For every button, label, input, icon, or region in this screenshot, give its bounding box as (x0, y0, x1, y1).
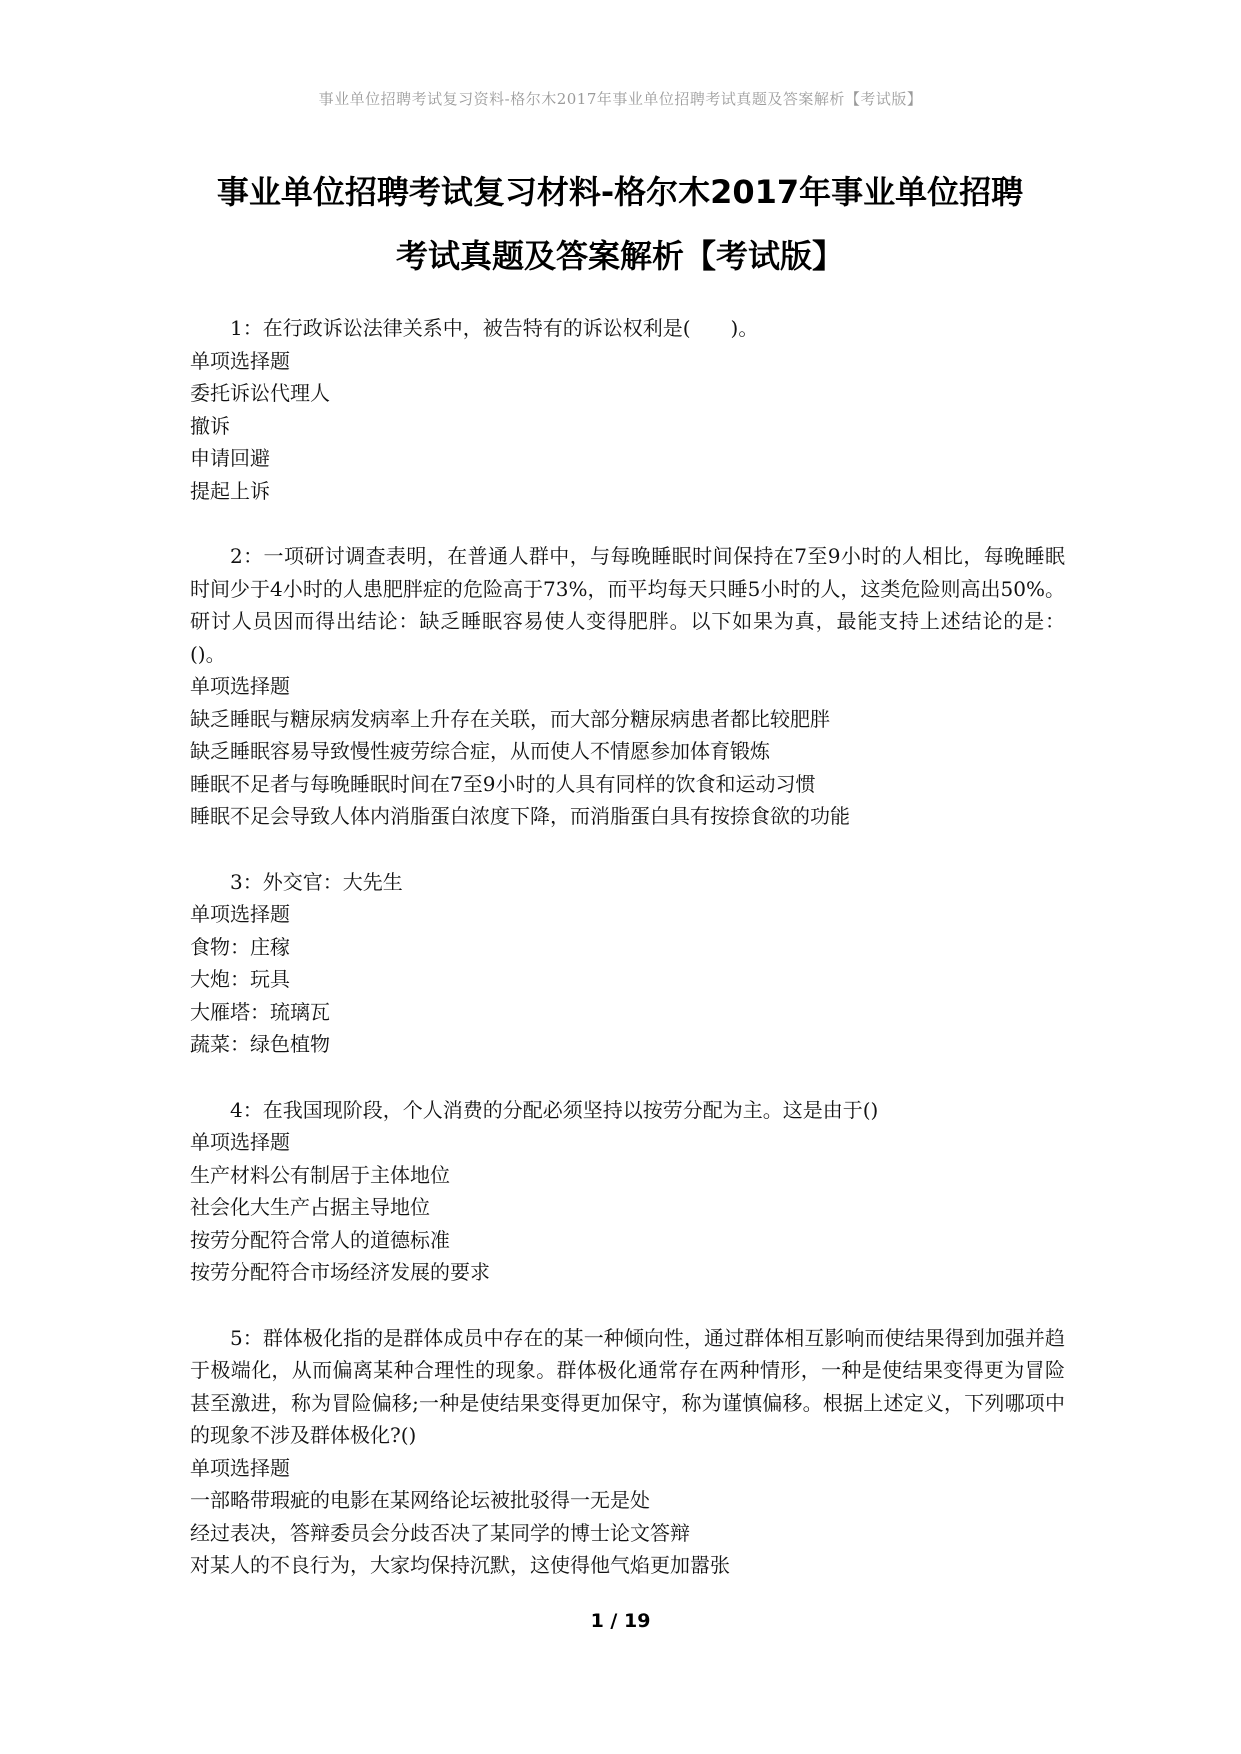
option-a: 一部略带瑕疵的电影在某网络论坛被批驳得一无是处 (190, 1488, 650, 1512)
option-d: 提起上诉 (190, 478, 270, 503)
option-d: 按劳分配符合市场经济发展的要求 (190, 1260, 490, 1284)
page-indicator: 1 / 19 (590, 1610, 651, 1632)
question-5 (190, 1322, 1065, 1582)
option-b: 经过表决，答辩委员会分歧否决了某同学的博士论文答辩 (190, 1520, 690, 1545)
option-d: 蔬菜：绿色植物 (190, 1032, 330, 1056)
option-c: 申请回避 (190, 446, 270, 470)
question-stem: 4：在我国现阶段，个人消费的分配必须坚持以按劳分配为主。这是由于() (230, 1097, 879, 1122)
option-c: 睡眠不足者与每晚睡眠时间在7至9小时的人具有同样的饮食和运动习惯 (190, 771, 816, 796)
option-b: 缺乏睡眠容易导致慢性疲劳综合症，从而使人不情愿参加体育锻炼 (190, 739, 770, 763)
title-line-1: 事业单位招聘考试复习材料-格尔木2017年事业单位招聘 (216, 173, 1024, 211)
option-a: 缺乏睡眠与糖尿病发病率上升存在关联，而大部分糖尿病患者都比较肥胖 (190, 706, 830, 731)
question-4 (190, 1094, 1065, 1289)
option-c: 对某人的不良行为，大家均保持沉默，这使得他气焰更加嚣张 (190, 1553, 730, 1577)
document-title (160, 160, 1080, 288)
option-a: 食物：庄稼 (190, 934, 290, 959)
question-stem: 1：在行政诉讼法律关系中，被告特有的诉讼权利是( )。 (230, 316, 759, 340)
option-d: 睡眠不足会导致人体内消脂蛋白浓度下降，而消脂蛋白具有按捺食欲的功能 (190, 804, 850, 828)
question-3 (190, 866, 1065, 1061)
question-type: 单项选择题 (190, 348, 290, 373)
option-c: 按劳分配符合常人的道德标准 (190, 1227, 450, 1252)
question-type: 单项选择题 (190, 902, 290, 926)
question-stem: 2：一项研讨调查表明，在普通人群中，与每晚睡眠时间保持在7至9小时的人相比，每晚睡眠时间少于4小时的人患肥胖症的危险高于73%，而平均每天只睡5小时的人，这类危险则高出50%。研讨人员因而得出结论：缺乏睡眠容易使人变得肥胖。以下如果为真，最能支持上述结论的是：()。 (190, 544, 1065, 666)
option-c: 大雁塔：琉璃瓦 (190, 999, 330, 1024)
question-2 (190, 540, 1065, 833)
question-list (190, 312, 1065, 1615)
option-a: 委托诉讼代理人 (190, 381, 330, 405)
question-type: 单项选择题 (190, 674, 290, 698)
question-type: 单项选择题 (190, 1130, 290, 1154)
option-b: 社会化大生产占据主导地位 (190, 1195, 430, 1219)
option-b: 大炮：玩具 (190, 967, 290, 991)
option-a: 生产材料公有制居于主体地位 (190, 1162, 450, 1187)
question-stem: 5：群体极化指的是群体成员中存在的某一种倾向性，通过群体相互影响而使结果得到加强并趋于极端化，从而偏离某种合理性的现象。群体极化通常存在两种情形，一种是使结果变得更为冒险甚至激进，称为冒险偏移;一种是使结果变得更加保守，称为谨慎偏移。根据上述定义，下列哪项中的现象不涉及群体极化?() (190, 1325, 1065, 1447)
question-stem: 3：外交官：大先生 (230, 869, 403, 894)
option-b: 撤诉 (190, 413, 230, 438)
question-1 (190, 312, 1065, 507)
running-header: 事业单位招聘考试复习资料-格尔木2017年事业单位招聘考试真题及答案解析【考试版】 (318, 90, 923, 108)
question-type: 单项选择题 (190, 1455, 290, 1480)
title-line-2: 考试真题及答案解析【考试版】 (395, 237, 844, 275)
